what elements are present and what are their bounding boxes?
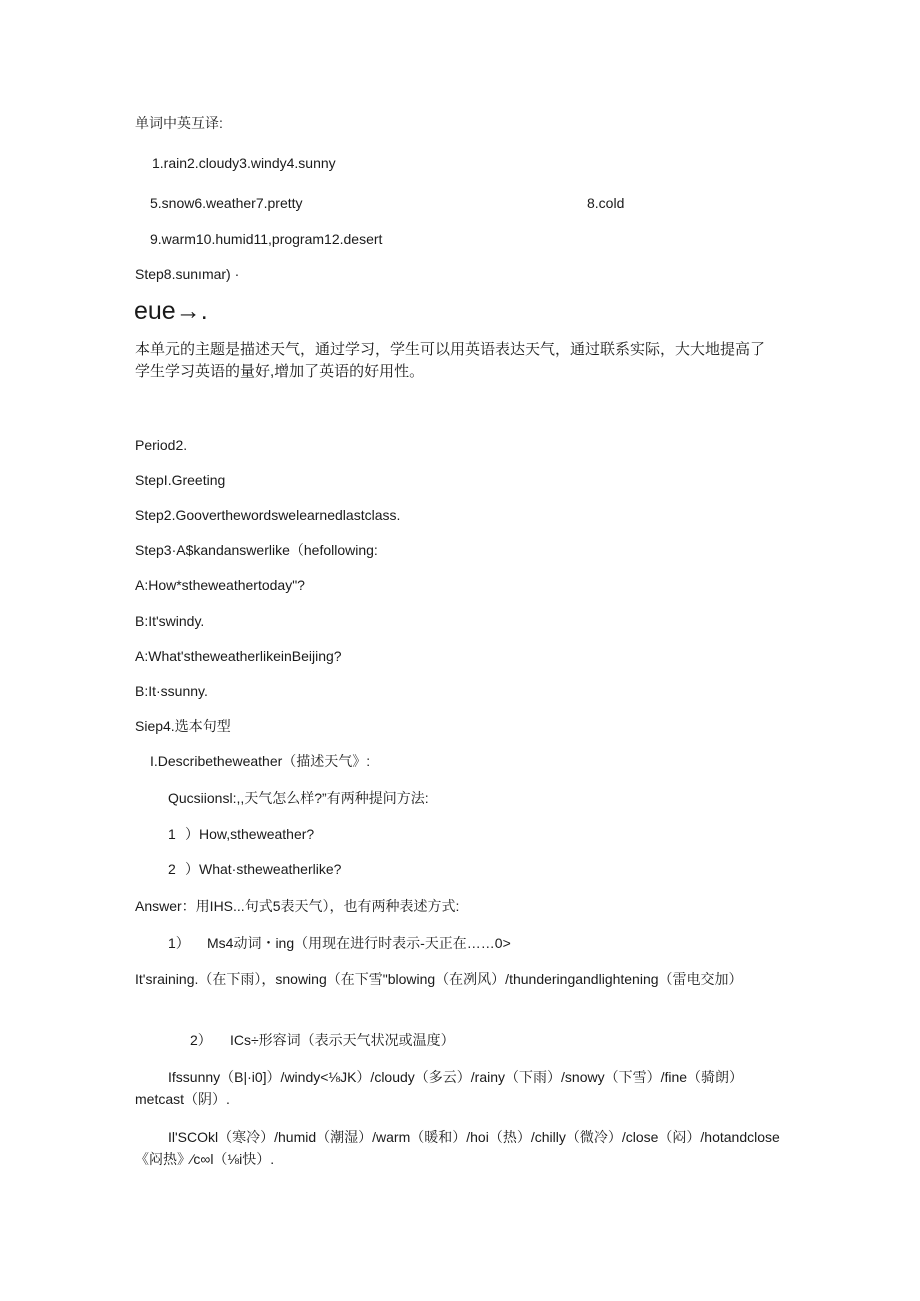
question-2-text: ）What·stheweatherlike? [185, 861, 342, 877]
answer-2-examples-2: Il'SCOkl（寒冷）/humid（潮湿）/warm（暖和）/hoi（热）/chilly（微冷）/close（闷）/hotandclose《闷热》∕c∞l（⅛i快）. [135, 1129, 780, 1167]
step3-label: Step3·A$kandanswerlike（hefollowing: [135, 542, 378, 558]
vocab-row-2-left: 5.snow6.weather7.pretty [150, 195, 303, 211]
answer-1-number: 1） [168, 935, 190, 951]
answer-2-examples-1: Ifssunny（B|·i0]）/windy<⅛JK）/cloudy（多云）/rainy（下雨）/snowy（下雪）/fine（骑朗）metcast（阴）. [135, 1069, 744, 1107]
dialogue-line: A:How*stheweathertoday"? [135, 577, 305, 593]
period2-title: Period2. [135, 437, 188, 453]
describe-heading: I.Describetheweather（描述天气》: [150, 753, 371, 769]
section-heading: eue→. [134, 297, 208, 325]
answer-1-examples: It'sraining.（在下雨），snowing（在下雪"blowing（在冽风）/thunderingandlightening（雷电交加） [135, 971, 743, 987]
question-2-number: 2 [168, 861, 176, 877]
answer-2-number: 2） [190, 1032, 212, 1048]
answer-1-text: Ms4动词・ing（用现在进行时表示-天正在……0> [207, 935, 511, 951]
dialogue-line: B:It·ssunny. [135, 683, 208, 699]
question-1-text: ）How,stheweather? [185, 826, 315, 842]
step8-label: Step8.sunımar) · [135, 266, 240, 282]
vocab-row-1: 1.rain2.cloudy3.windy4.sunny [152, 155, 336, 171]
question-1-number: 1 [168, 826, 176, 842]
vocab-title: 单词中英互译: [135, 115, 223, 131]
summary-paragraph: 本单元的主题是描述天气，通过学习，学生可以用英语表达天气，通过联系实际，大大地提高了学生学习英语的量好,增加了英语的好用性。 [135, 341, 766, 380]
dialogue-line: A:What'stheweatherlikeinBeijing? [135, 648, 342, 664]
dialogue-line: B:It'swindy. [135, 613, 205, 629]
answer-2-text: ICs÷形容词（表示天气状况或温度） [230, 1032, 455, 1048]
questions-line: Qucsiionsl:,,天气怎么样?”有两种提问方法: [168, 790, 429, 806]
step1-label: StepI.Greeting [135, 472, 226, 488]
step2-label: Step2.Gooverthewordswelearnedlastclass. [135, 507, 401, 523]
vocab-row-3: 9.warm10.humid11,program12.desert [150, 231, 383, 247]
vocab-row-2-right: 8.cold [587, 195, 625, 211]
answer-line: Answer：用IHS...句式5表天气），也有两种表述方式: [135, 898, 460, 914]
step4-label: Siep4.选本句型 [135, 718, 231, 734]
